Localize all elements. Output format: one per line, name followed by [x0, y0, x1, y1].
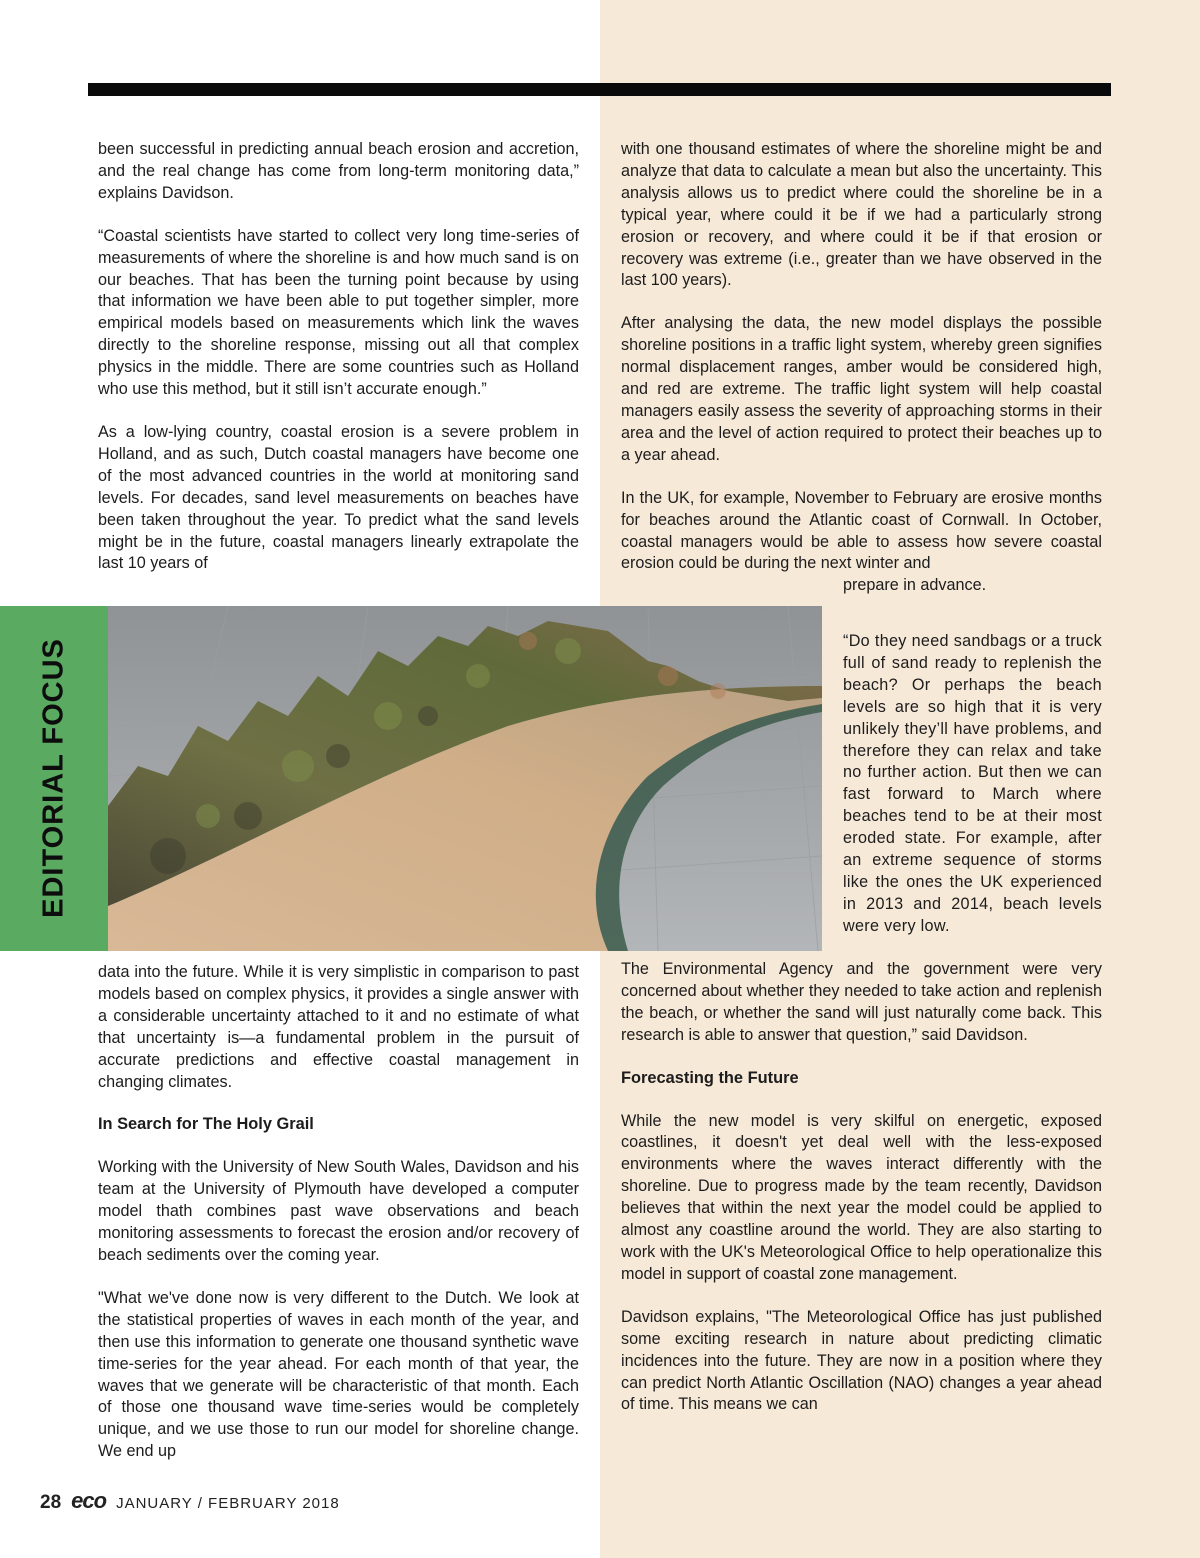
beach-3d-model-image: [108, 606, 822, 951]
section-label: EDITORIAL FOCUS: [37, 638, 70, 918]
paragraph: “Do they need sandbags or a truck full of sand ready to replenish the beach? Or perhaps the beach levels are so high that it is very unlikely they’ll have problems, and therefore they can relax and take no further action. But then we can fast forward to March where beaches tend to be at their most eroded state. For example, after an extreme sequence of storms like the ones the UK experienced in 2013 and 2014, beach levels were very low.: [843, 632, 1102, 935]
paragraph: While the new model is very skilful on energetic, exposed coastlines, it doesn't yet deal well with the less-exposed environments where the waves interact differently with the shoreline. Due to progress made by the team recently, Davidson believes that within the next year the model could be applied to almost any coastline around the world. They are also starting to work with the UK's Meteorological Office to help operationalize this model in support of coastal zone management.: [621, 1111, 1102, 1283]
paragraph: Davidson explains, "The Meteorological Office has just published some exciting research in nature about predicting climatic incidences into the future. They are now in a position where they can predict North Atlantic Oscillation (NAO) changes a year ahead of time. This means we can: [621, 1307, 1102, 1414]
issue-date: JANUARY / FEBRUARY 2018: [116, 1495, 340, 1512]
header-rule: [88, 83, 1111, 96]
section-heading: Forecasting the Future: [621, 1068, 799, 1087]
paragraph-continuation: prepare in advance.: [843, 576, 987, 595]
left-column-bottom: [98, 962, 579, 1463]
paragraph: Working with the University of New South Wales, Davidson and his team at the University of Plymouth have developed a computer model thath combines past wave observations and beach monitoring assessments to forecast the erosion and/or recovery of beach sediments over the coming year.: [98, 1158, 579, 1264]
left-column-top: [98, 139, 579, 575]
paragraph: data into the future. While it is very simplistic in comparison to past models based on complex physics, it provides a single answer with a considerable uncertainty attached to it and no estimate of what that uncertainty is—a fundamental problem in the pursuit of accurate predictions and effective coastal management in changing climates.: [98, 963, 579, 1091]
paragraph: After analysing the data, the new model displays the possible shoreline positions in a traffic light system, whereby green signifies normal displacement ranges, amber would be considered high, and red are extreme. The traffic light system will help coastal managers easily assess the severity of approaching storms in their area and the level of action required to protect their beaches up to a year ahead.: [621, 314, 1102, 464]
paragraph: As a low-lying country, coastal erosion is a severe problem in Holland, and as such, Dutch coastal managers have become one of the most advanced countries in the world at monitoring sand levels. For decades, sand level measurements on beaches have been taken throughout the year. To predict what the sand levels might be in the future, coastal managers linearly extrapolate the last 10 years of: [98, 422, 579, 573]
right-column-top: [621, 139, 1102, 597]
page-number: 28: [40, 1492, 62, 1513]
right-column-bottom: [621, 959, 1102, 1416]
section-heading: In Search for The Holy Grail: [98, 1115, 314, 1134]
paragraph: been successful in predicting annual beach erosion and accretion, and the real change has come from long-term monitoring data,” explains Davidson.: [98, 140, 579, 202]
magazine-logo: eco: [71, 1488, 107, 1513]
paragraph: "What we've done now is very different to the Dutch. We look at the statistical properties of waves in each month of the year, and then use this information to generate one thousand synthetic wave time-series for the year ahead. For each month of that year, the waves that we generate will be characteristic of that month. Each of those one thousand wave time-series would be completely unique, and we use those to run our model for shoreline change. We end up: [98, 1288, 579, 1461]
right-column-wrap: [843, 631, 1102, 938]
paragraph: In the UK, for example, November to February are erosive months for beaches around the Atlantic coast of Cornwall. In October, coastal managers would be able to assess how severe coastal erosion could be during the next winter and: [621, 488, 1102, 573]
paragraph: with one thousand estimates of where the shoreline might be and analyze that data to calculate a mean but also the uncertainty. This analysis allows us to predict where could the shoreline be in a typical year, where could it be if we had a particularly strong erosion or recovery, and where could it be if that erosion or recovery was extreme (i.e., greater than we have observed in the last 100 years).: [621, 140, 1102, 290]
page-footer: [40, 1488, 340, 1512]
paragraph: The Environmental Agency and the government were very concerned about whether they needed to take action and replenish the beach, or whether the sand will just naturally come back. This research is able to answer that question,” said Davidson.: [621, 960, 1102, 1044]
paragraph: “Coastal scientists have started to collect very long time-series of measurements of where the shoreline is and how much sand is on our beaches. That has been the turning point because by using that information we have been able to put together simpler, more empirical models based on measurements which link the waves directly to the shoreline response, missing out all that complex physics in the middle. There are some countries such as Holland who use this method, but it still isn’t accurate enough.”: [98, 226, 579, 399]
beach-model-illustration: [108, 606, 822, 951]
